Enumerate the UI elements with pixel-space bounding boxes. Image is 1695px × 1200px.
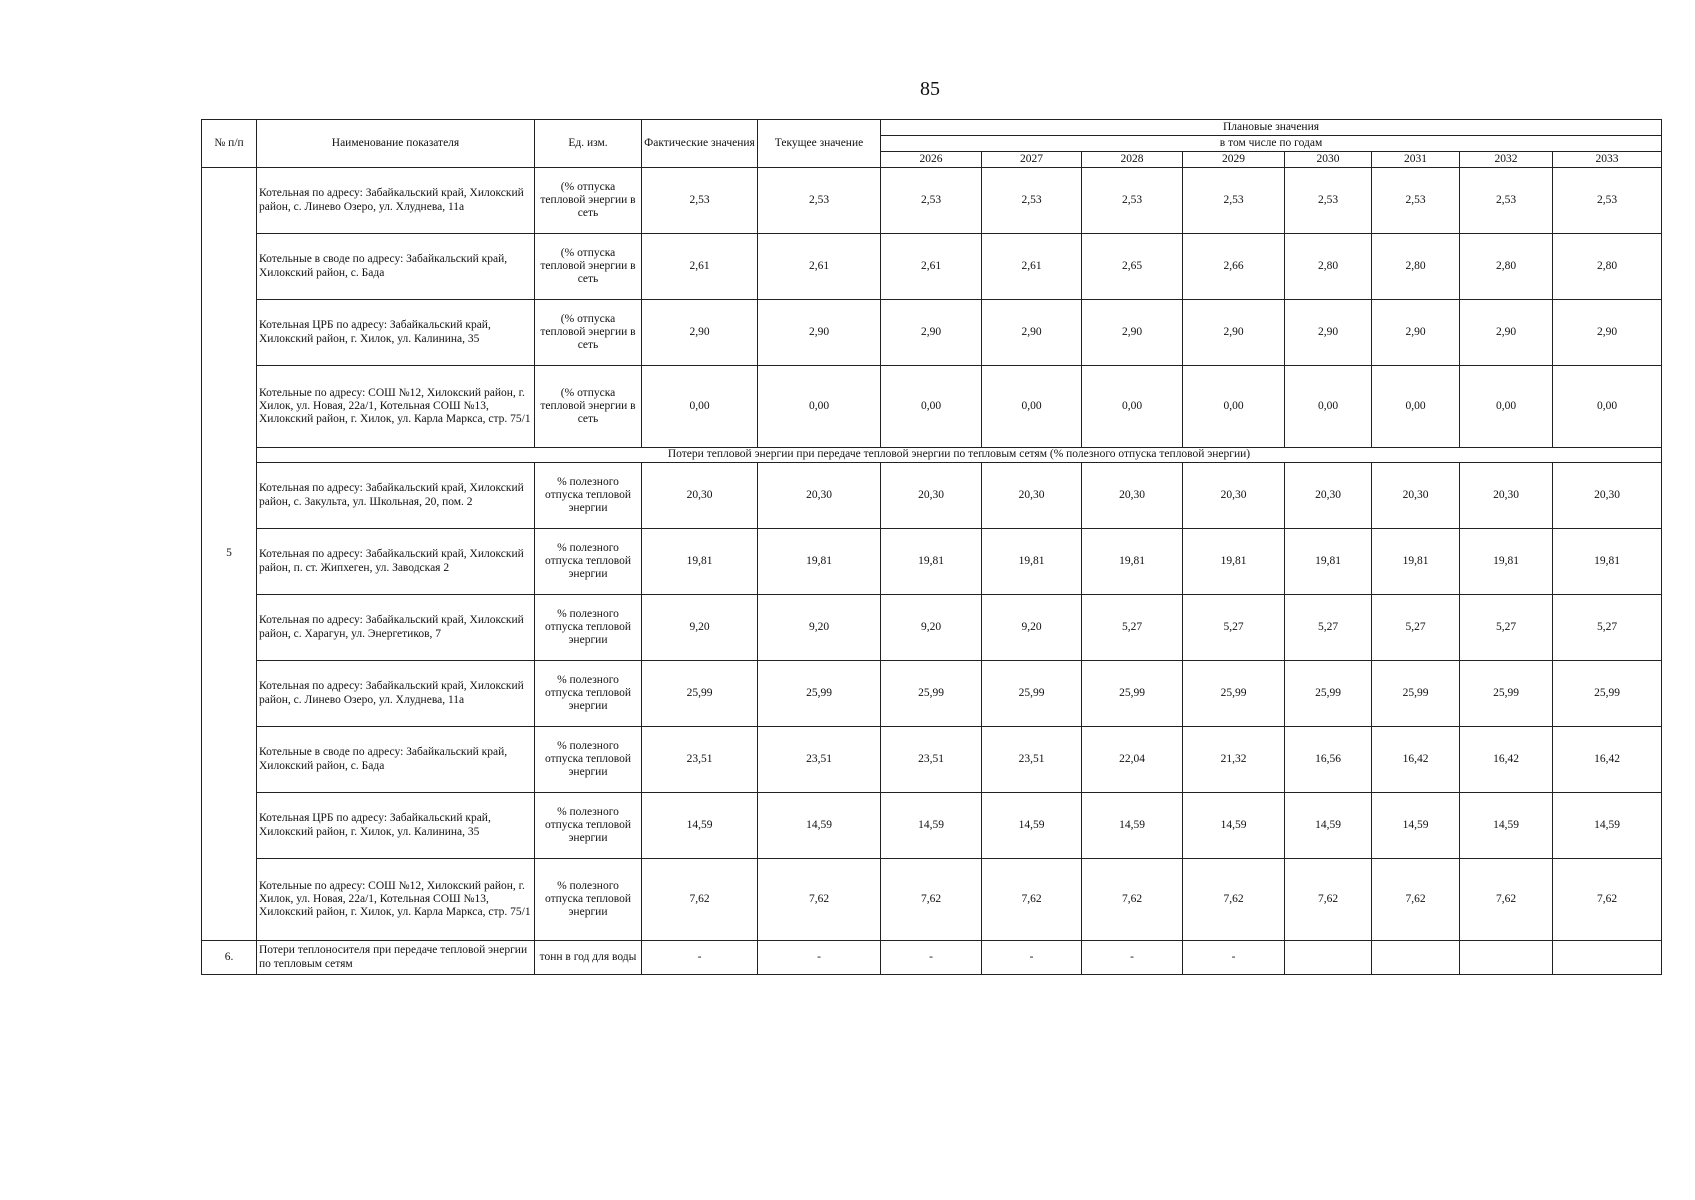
- value-cell: 25,99: [1553, 661, 1662, 727]
- table-row: [202, 234, 1662, 300]
- value-cell: 14,59: [1553, 793, 1662, 859]
- value-cell: 19,81: [758, 529, 881, 595]
- header-name: Наименование показателя: [257, 120, 535, 168]
- value-cell: 20,30: [642, 463, 758, 529]
- value-cell: -: [1082, 941, 1183, 975]
- value-cell: 14,59: [758, 793, 881, 859]
- header-year: 2026: [881, 152, 982, 168]
- value-cell: 7,62: [1183, 859, 1285, 941]
- indicator-table: [201, 119, 1662, 975]
- header-year: 2028: [1082, 152, 1183, 168]
- value-cell: 2,53: [1460, 168, 1553, 234]
- value-cell: 2,61: [881, 234, 982, 300]
- value-cell: 25,99: [1183, 661, 1285, 727]
- value-cell: 7,62: [1553, 859, 1662, 941]
- value-cell: 23,51: [982, 727, 1082, 793]
- table-row: [202, 661, 1662, 727]
- indicator-name: Котельная по адресу: Забайкальский край, Хилокский район, п. ст. Жипхеген, ул. Заводская 2: [257, 529, 535, 595]
- indicator-name: Котельная по адресу: Забайкальский край, Хилокский район, с. Линево Озеро, ул. Хлуднева, 11а: [257, 168, 535, 234]
- value-cell: 2,90: [1553, 300, 1662, 366]
- value-cell: 20,30: [881, 463, 982, 529]
- indicator-name: Котельная по адресу: Забайкальский край, Хилокский район, с. Линево Озеро, ул. Хлуднева, 11а: [257, 661, 535, 727]
- value-cell: 7,62: [1285, 859, 1372, 941]
- value-cell: 14,59: [1082, 793, 1183, 859]
- value-cell: 25,99: [982, 661, 1082, 727]
- value-cell: 0,00: [1372, 366, 1460, 448]
- unit-cell: (% отпуска тепловой энергии в сеть: [535, 234, 642, 300]
- value-cell: 2,90: [642, 300, 758, 366]
- header-year: 2032: [1460, 152, 1553, 168]
- unit-cell: % полезного отпуска тепловой энергии: [535, 529, 642, 595]
- value-cell: 25,99: [642, 661, 758, 727]
- value-cell: 19,81: [1372, 529, 1460, 595]
- value-cell: 2,65: [1082, 234, 1183, 300]
- value-cell: 23,51: [881, 727, 982, 793]
- value-cell: 5,27: [1372, 595, 1460, 661]
- table-row: [202, 595, 1662, 661]
- value-cell: 14,59: [642, 793, 758, 859]
- value-cell: 25,99: [1372, 661, 1460, 727]
- value-cell: 2,53: [1372, 168, 1460, 234]
- indicator-name: Котельные по адресу: СОШ №12, Хилокский район, г. Хилок, ул. Новая, 22а/1, Котельная СОШ №13, Хилокский район, г. Хилок, ул. Карла Маркса, стр. 75/1: [257, 366, 535, 448]
- value-cell: 25,99: [758, 661, 881, 727]
- value-cell: 2,80: [1372, 234, 1460, 300]
- value-cell: 2,90: [881, 300, 982, 366]
- unit-cell: % полезного отпуска тепловой энергии: [535, 859, 642, 941]
- unit-cell: (% отпуска тепловой энергии в сеть: [535, 366, 642, 448]
- table-row: [202, 529, 1662, 595]
- value-cell: 19,81: [1183, 529, 1285, 595]
- value-cell: -: [758, 941, 881, 975]
- indicator-name: Котельные в своде по адресу: Забайкальский край, Хилокский район, с. Бада: [257, 727, 535, 793]
- value-cell: 2,61: [642, 234, 758, 300]
- header-actual: Фактические значения: [642, 120, 758, 168]
- value-cell: 2,90: [1082, 300, 1183, 366]
- value-cell: [1285, 941, 1372, 975]
- indicator-name: Котельная по адресу: Забайкальский край, Хилокский район, с. Харагун, ул. Энергетиков, 7: [257, 595, 535, 661]
- value-cell: 2,80: [1460, 234, 1553, 300]
- value-cell: 2,53: [881, 168, 982, 234]
- value-cell: 0,00: [881, 366, 982, 448]
- header-year: 2029: [1183, 152, 1285, 168]
- header-num: № п/п: [202, 120, 257, 168]
- value-cell: -: [982, 941, 1082, 975]
- value-cell: 7,62: [982, 859, 1082, 941]
- value-cell: 2,53: [1183, 168, 1285, 234]
- value-cell: 2,53: [758, 168, 881, 234]
- value-cell: 5,27: [1553, 595, 1662, 661]
- value-cell: 0,00: [1553, 366, 1662, 448]
- value-cell: 0,00: [1460, 366, 1553, 448]
- value-cell: 14,59: [1460, 793, 1553, 859]
- value-cell: 20,30: [758, 463, 881, 529]
- value-cell: 2,61: [982, 234, 1082, 300]
- value-cell: -: [642, 941, 758, 975]
- value-cell: 2,90: [1372, 300, 1460, 366]
- table-row: [202, 168, 1662, 234]
- value-cell: 16,42: [1460, 727, 1553, 793]
- header-current: Текущее значение: [758, 120, 881, 168]
- page-number: 85: [920, 78, 940, 100]
- unit-cell: (% отпуска тепловой энергии в сеть: [535, 300, 642, 366]
- value-cell: 20,30: [1553, 463, 1662, 529]
- value-cell: 9,20: [982, 595, 1082, 661]
- indicator-name: Котельные в своде по адресу: Забайкальский край, Хилокский район, с. Бада: [257, 234, 535, 300]
- value-cell: 9,20: [758, 595, 881, 661]
- indicator-name: Котельная ЦРБ по адресу: Забайкальский край, Хилокский район, г. Хилок, ул. Калинина, 35: [257, 793, 535, 859]
- value-cell: 5,27: [1082, 595, 1183, 661]
- table-row: [202, 463, 1662, 529]
- unit-cell: (% отпуска тепловой энергии в сеть: [535, 168, 642, 234]
- value-cell: 0,00: [1285, 366, 1372, 448]
- unit-cell: % полезного отпуска тепловой энергии: [535, 727, 642, 793]
- header-year: 2030: [1285, 152, 1372, 168]
- value-cell: 19,81: [881, 529, 982, 595]
- value-cell: 2,66: [1183, 234, 1285, 300]
- value-cell: 25,99: [1285, 661, 1372, 727]
- value-cell: 2,80: [1553, 234, 1662, 300]
- table-row: [202, 727, 1662, 793]
- indicator-name: Потери теплоносителя при передаче тепловой энергии по тепловым сетям: [257, 941, 535, 975]
- value-cell: 23,51: [758, 727, 881, 793]
- value-cell: 7,62: [881, 859, 982, 941]
- value-cell: 25,99: [881, 661, 982, 727]
- value-cell: 19,81: [1082, 529, 1183, 595]
- value-cell: 14,59: [982, 793, 1082, 859]
- section-title: Потери тепловой энергии при передаче тепловой энергии по тепловым сетям (% полезного отпуска тепловой энергии): [257, 448, 1662, 463]
- value-cell: 2,53: [1082, 168, 1183, 234]
- value-cell: 19,81: [1285, 529, 1372, 595]
- value-cell: 22,04: [1082, 727, 1183, 793]
- header-year: 2033: [1553, 152, 1662, 168]
- value-cell: 2,53: [982, 168, 1082, 234]
- header-unit: Ед. изм.: [535, 120, 642, 168]
- table-row: [202, 300, 1662, 366]
- value-cell: 0,00: [1183, 366, 1285, 448]
- value-cell: 2,90: [982, 300, 1082, 366]
- value-cell: 9,20: [881, 595, 982, 661]
- row-index: 6.: [202, 941, 257, 975]
- value-cell: 14,59: [1183, 793, 1285, 859]
- header-year: 2031: [1372, 152, 1460, 168]
- header-by-years: в том числе по годам: [881, 136, 1662, 152]
- value-cell: 2,53: [642, 168, 758, 234]
- value-cell: 20,30: [982, 463, 1082, 529]
- header-planned: Плановые значения: [881, 120, 1662, 136]
- value-cell: -: [881, 941, 982, 975]
- table-row: [202, 941, 1662, 975]
- value-cell: 2,90: [1285, 300, 1372, 366]
- unit-cell: % полезного отпуска тепловой энергии: [535, 793, 642, 859]
- value-cell: 7,62: [1372, 859, 1460, 941]
- value-cell: 7,62: [1082, 859, 1183, 941]
- value-cell: 9,20: [642, 595, 758, 661]
- unit-cell: % полезного отпуска тепловой энергии: [535, 595, 642, 661]
- table-row: [202, 793, 1662, 859]
- value-cell: 21,32: [1183, 727, 1285, 793]
- indicator-name: Котельные по адресу: СОШ №12, Хилокский район, г. Хилок, ул. Новая, 22а/1, Котельная СОШ №13, Хилокский район, г. Хилок, ул. Карла Маркса, стр. 75/1: [257, 859, 535, 941]
- value-cell: 7,62: [1460, 859, 1553, 941]
- value-cell: 5,27: [1183, 595, 1285, 661]
- unit-cell: тонн в год для воды: [535, 941, 642, 975]
- value-cell: 16,42: [1553, 727, 1662, 793]
- indicator-name: Котельная ЦРБ по адресу: Забайкальский край, Хилокский район, г. Хилок, ул. Калинина, 35: [257, 300, 535, 366]
- value-cell: 14,59: [1372, 793, 1460, 859]
- value-cell: 5,27: [1285, 595, 1372, 661]
- table-body: [202, 168, 1662, 975]
- value-cell: 14,59: [1285, 793, 1372, 859]
- value-cell: 0,00: [758, 366, 881, 448]
- value-cell: [1372, 941, 1460, 975]
- indicator-name: Котельная по адресу: Забайкальский край, Хилокский район, с. Закульта, ул. Школьная, 20, пом. 2: [257, 463, 535, 529]
- value-cell: 5,27: [1460, 595, 1553, 661]
- value-cell: 20,30: [1372, 463, 1460, 529]
- value-cell: 19,81: [1460, 529, 1553, 595]
- value-cell: 2,53: [1285, 168, 1372, 234]
- value-cell: 20,30: [1460, 463, 1553, 529]
- value-cell: 25,99: [1460, 661, 1553, 727]
- value-cell: 19,81: [642, 529, 758, 595]
- unit-cell: % полезного отпуска тепловой энергии: [535, 463, 642, 529]
- value-cell: 19,81: [982, 529, 1082, 595]
- value-cell: 7,62: [642, 859, 758, 941]
- value-cell: 2,90: [1183, 300, 1285, 366]
- table-row: [202, 859, 1662, 941]
- value-cell: 25,99: [1082, 661, 1183, 727]
- value-cell: 23,51: [642, 727, 758, 793]
- value-cell: 0,00: [982, 366, 1082, 448]
- value-cell: [1460, 941, 1553, 975]
- value-cell: [1553, 941, 1662, 975]
- value-cell: 16,42: [1372, 727, 1460, 793]
- value-cell: 2,90: [1460, 300, 1553, 366]
- table-row: [202, 366, 1662, 448]
- section-row: [202, 448, 1662, 463]
- value-cell: 20,30: [1285, 463, 1372, 529]
- value-cell: 20,30: [1183, 463, 1285, 529]
- row-index: 5: [202, 168, 257, 941]
- value-cell: 2,53: [1553, 168, 1662, 234]
- value-cell: 0,00: [642, 366, 758, 448]
- value-cell: 14,59: [881, 793, 982, 859]
- unit-cell: % полезного отпуска тепловой энергии: [535, 661, 642, 727]
- value-cell: 2,80: [1285, 234, 1372, 300]
- value-cell: -: [1183, 941, 1285, 975]
- value-cell: 7,62: [758, 859, 881, 941]
- value-cell: 16,56: [1285, 727, 1372, 793]
- value-cell: 0,00: [1082, 366, 1183, 448]
- value-cell: 20,30: [1082, 463, 1183, 529]
- value-cell: 19,81: [1553, 529, 1662, 595]
- value-cell: 2,61: [758, 234, 881, 300]
- header-year: 2027: [982, 152, 1082, 168]
- value-cell: 2,90: [758, 300, 881, 366]
